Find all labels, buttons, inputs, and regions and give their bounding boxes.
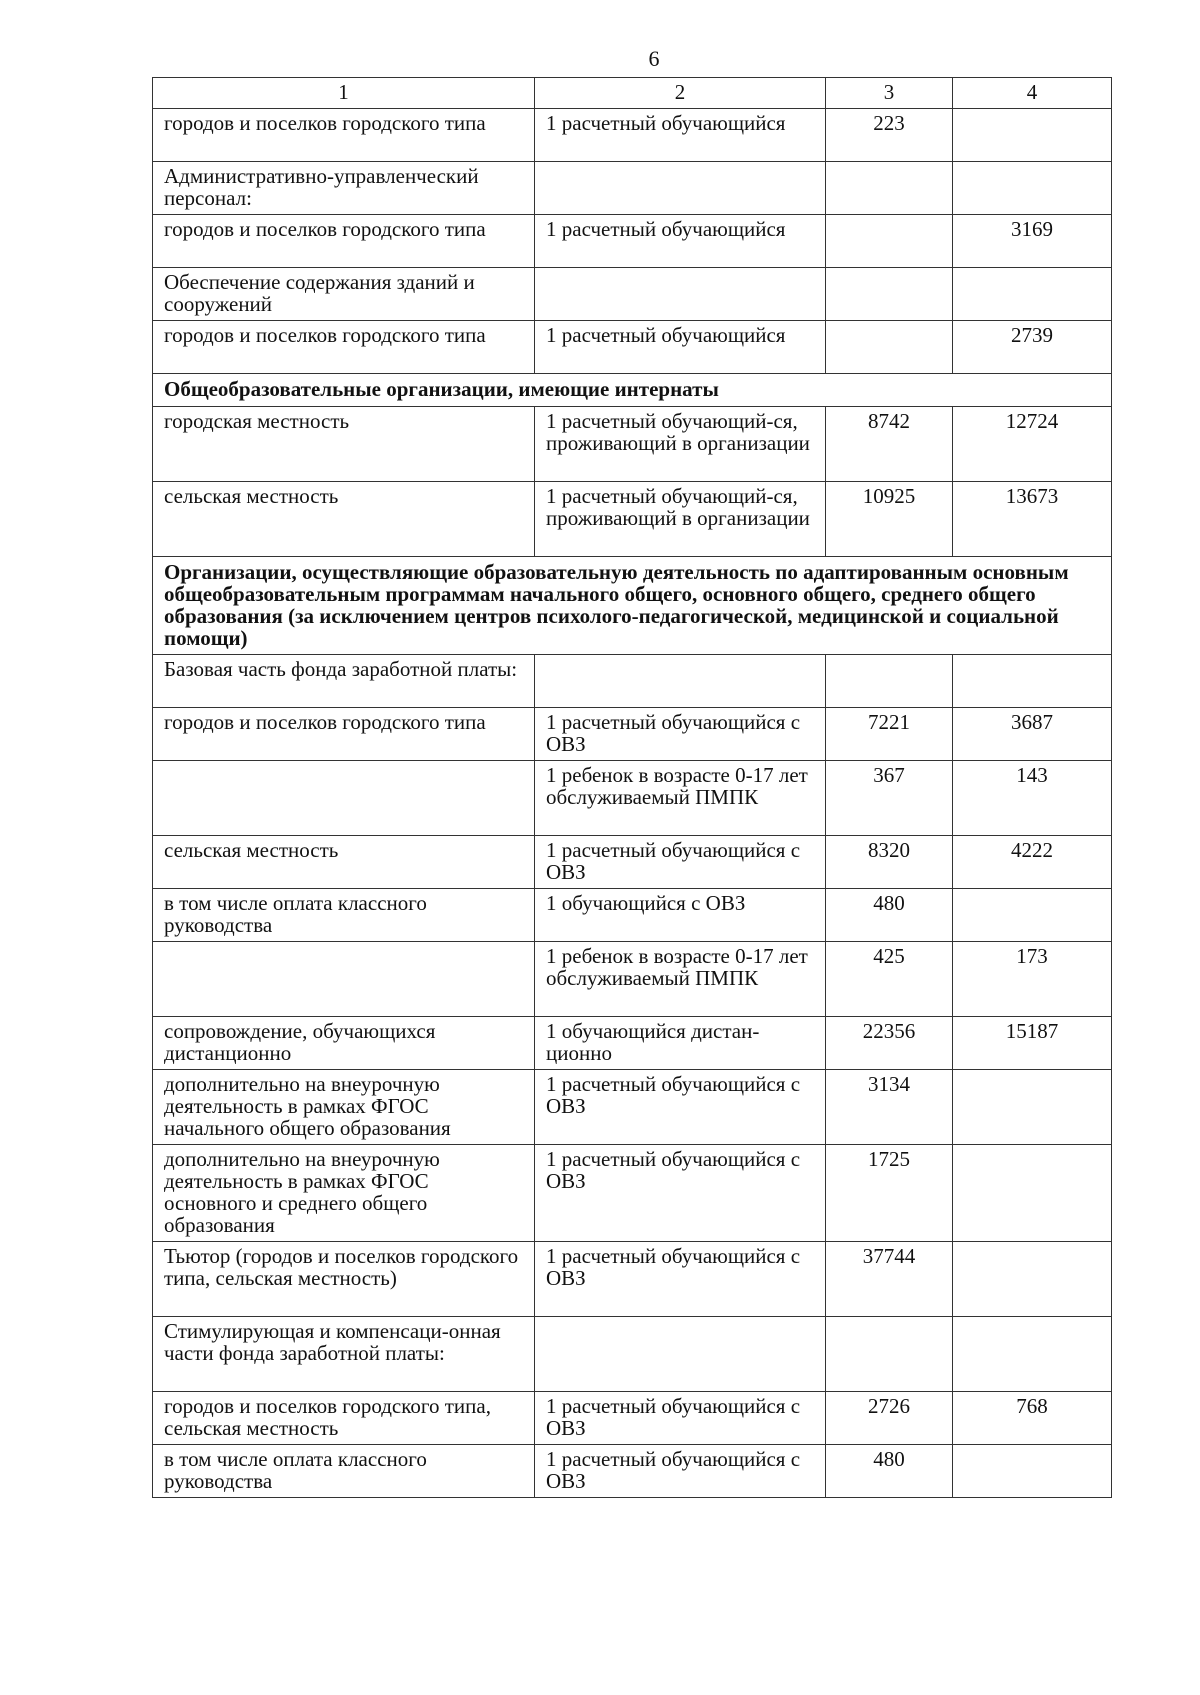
unit-cell: 1 расчетный обучающийся с ОВЗ [535,708,826,761]
unit-cell: 1 расчетный обучающийся [535,215,826,268]
value-col4-cell: 2739 [953,321,1112,374]
value-col3-cell: 223 [826,109,953,162]
value-col3-cell: 37744 [826,1242,953,1317]
value-col4-cell [953,1445,1112,1498]
category-cell: сельская местность [153,836,535,889]
unit-cell [535,162,826,215]
table-row [153,1392,1112,1445]
value-col4-cell: 143 [953,761,1112,836]
page-number: 6 [648,46,660,71]
value-col4-cell [953,1317,1112,1392]
table-row [153,1070,1112,1145]
value-col3-cell: 367 [826,761,953,836]
value-col4-cell: 173 [953,942,1112,1017]
value-col3-cell: 22356 [826,1017,953,1070]
value-col4-cell: 12724 [953,407,1112,482]
value-col4-cell [953,162,1112,215]
value-col3-cell: 480 [826,1445,953,1498]
category-cell: дополнительно на внеурочную деятельность в рамках ФГОС начального общего образования [153,1070,535,1145]
value-col4-cell: 3687 [953,708,1112,761]
category-cell: дополнительно на внеурочную деятельность в рамках ФГОС основного и среднего общего образования [153,1145,535,1242]
value-col3-cell: 1725 [826,1145,953,1242]
value-col3-cell: 7221 [826,708,953,761]
value-col3-cell: 10925 [826,482,953,557]
section-title: Организации, осуществляющие образовательную деятельность по адаптированным основным общеобразовательным программам начального общего, основного общего, среднего общего образования (за исключением центров психолого-педагогической, медицинской и социальной помощи) [153,557,1112,655]
value-col3-cell [826,655,953,708]
unit-cell: 1 расчетный обучающий-ся, проживающий в организации [535,407,826,482]
unit-cell: 1 расчетный обучающийся с ОВЗ [535,836,826,889]
category-cell: сопровождение, обучающихся дистанционно [153,1017,535,1070]
value-col4-cell [953,268,1112,321]
table-row [153,889,1112,942]
value-col3-cell [826,321,953,374]
table-row [153,215,1112,268]
table-row [153,761,1112,836]
table-row [153,268,1112,321]
column-header: 3 [826,78,953,109]
value-col3-cell: 8742 [826,407,953,482]
unit-cell: 1 расчетный обучающийся с ОВЗ [535,1145,826,1242]
unit-cell [535,1317,826,1392]
value-col4-cell: 15187 [953,1017,1112,1070]
column-header: 2 [535,78,826,109]
table-row [153,1317,1112,1392]
value-col3-cell [826,268,953,321]
category-cell: Тьютор (городов и поселков городского типа, сельская местность) [153,1242,535,1317]
unit-cell: 1 расчетный обучающийся с ОВЗ [535,1445,826,1498]
table-row [153,655,1112,708]
value-col4-cell [953,109,1112,162]
category-cell [153,942,535,1017]
value-col4-cell: 3169 [953,215,1112,268]
value-col4-cell: 13673 [953,482,1112,557]
table-row [153,942,1112,1017]
unit-cell: 1 ребенок в возрасте 0-17 лет обслуживаемый ПМПК [535,761,826,836]
table-row [153,162,1112,215]
category-cell: Базовая часть фонда заработной платы: [153,655,535,708]
category-cell: городов и поселков городского типа [153,321,535,374]
value-col3-cell: 425 [826,942,953,1017]
category-cell: городов и поселков городского типа [153,215,535,268]
table-row [153,1145,1112,1242]
unit-cell: 1 обучающийся с ОВЗ [535,889,826,942]
category-cell: городов и поселков городского типа, сельская местность [153,1392,535,1445]
table-row [153,482,1112,557]
category-cell: городов и поселков городского типа [153,109,535,162]
value-col4-cell: 4222 [953,836,1112,889]
unit-cell: 1 расчетный обучающий-ся, проживающий в организации [535,482,826,557]
table-row [153,407,1112,482]
category-cell [153,761,535,836]
table-row [153,1445,1112,1498]
unit-cell: 1 ребенок в возрасте 0-17 лет обслуживаемый ПМПК [535,942,826,1017]
value-col3-cell: 3134 [826,1070,953,1145]
table-row [153,836,1112,889]
category-cell: Обеспечение содержания зданий и сооружений [153,268,535,321]
category-cell: в том числе оплата классного руководства [153,1445,535,1498]
category-cell: городов и поселков городского типа [153,708,535,761]
table-row [153,109,1112,162]
unit-cell [535,268,826,321]
table-row [153,1242,1112,1317]
category-cell: в том числе оплата классного руководства [153,889,535,942]
unit-cell: 1 расчетный обучающийся с ОВЗ [535,1242,826,1317]
category-cell: сельская местность [153,482,535,557]
unit-cell [535,655,826,708]
unit-cell: 1 расчетный обучающийся [535,109,826,162]
table-row [153,708,1112,761]
table-row [153,321,1112,374]
unit-cell: 1 расчетный обучающийся с ОВЗ [535,1070,826,1145]
value-col3-cell [826,215,953,268]
category-cell: городская местность [153,407,535,482]
value-col4-cell [953,889,1112,942]
section-header-row [153,374,1112,407]
value-col3-cell: 480 [826,889,953,942]
category-cell: Стимулирующая и компенсаци-онная части фонда заработной платы: [153,1317,535,1392]
value-col4-cell [953,655,1112,708]
category-cell: Административно-управленческий персонал: [153,162,535,215]
table-row [153,1017,1112,1070]
value-col3-cell: 2726 [826,1392,953,1445]
column-header: 4 [953,78,1112,109]
value-col3-cell [826,1317,953,1392]
value-col4-cell [953,1145,1112,1242]
unit-cell: 1 обучающийся дистан-ционно [535,1017,826,1070]
section-title: Общеобразовательные организации, имеющие интернаты [153,374,1112,407]
value-col4-cell [953,1242,1112,1317]
section-header-row [153,557,1112,655]
value-col4-cell [953,1070,1112,1145]
column-header: 1 [153,78,535,109]
unit-cell: 1 расчетный обучающийся [535,321,826,374]
unit-cell: 1 расчетный обучающийся с ОВЗ [535,1392,826,1445]
norms-table [152,77,1112,1498]
value-col3-cell: 8320 [826,836,953,889]
value-col3-cell [826,162,953,215]
value-col4-cell: 768 [953,1392,1112,1445]
column-number-row [153,78,1112,109]
